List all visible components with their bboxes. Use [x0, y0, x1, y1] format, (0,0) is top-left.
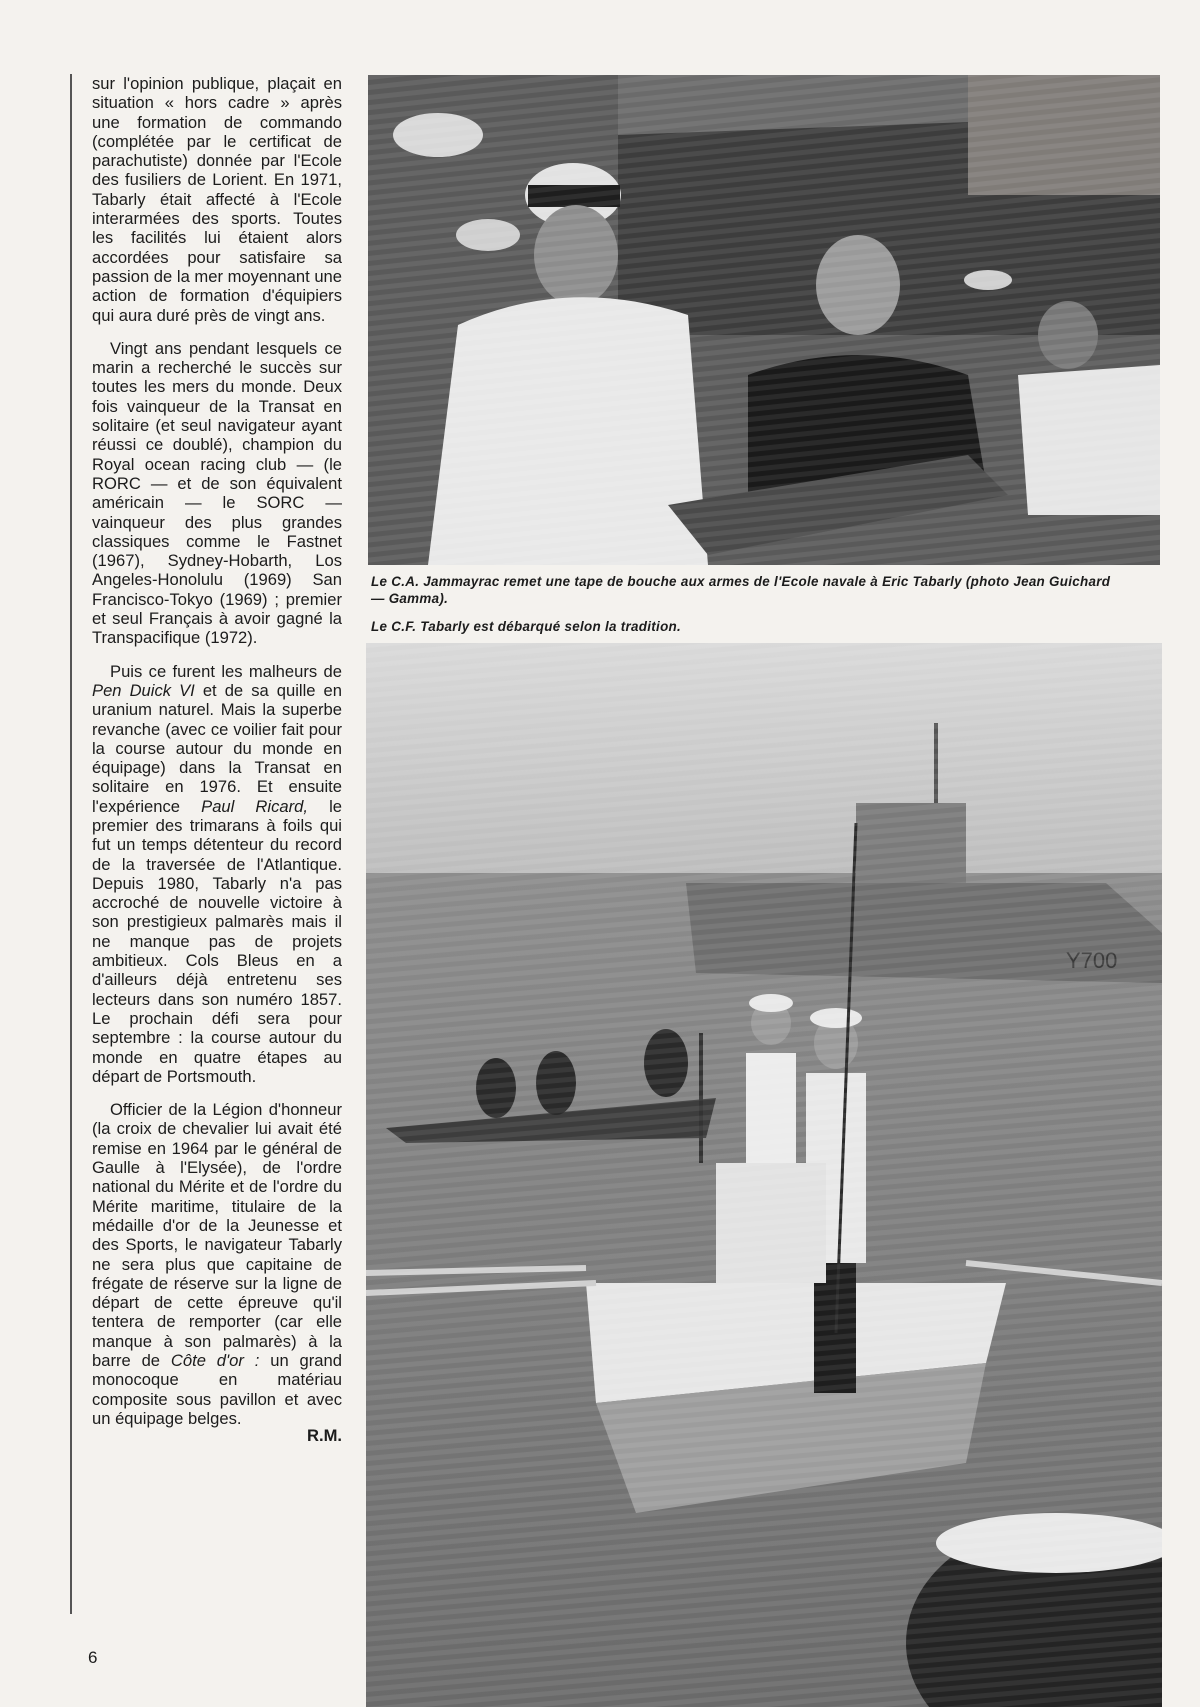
article-paragraph: [92, 74, 342, 325]
text-run: et de sa quille en uranium naturel. Mais la superbe revanche (avec ce voilier fait pour la course autour du monde en équipage) dans la Transat en solitaire en 1976. Et ensuite l'expérience: [92, 680, 343, 816]
article-column: [70, 74, 342, 1614]
boat-landing-photo: [366, 643, 1162, 1707]
page-number: 6: [88, 1648, 98, 1667]
text-run: un grand monocoque en matériau composite sous pavillon et avec un équipage belges.: [92, 1351, 342, 1428]
ceremony-photo: [368, 75, 1160, 565]
italic-title: Paul Ricard,: [201, 796, 308, 816]
italic-title: Pen Duick VI: [92, 680, 195, 700]
article-paragraph: [92, 339, 342, 648]
article-paragraph: [92, 662, 342, 1087]
text-run: Vingt ans pendant lesquels ce marin a recherché le succès sur toutes les mers du monde. Deux fois vainqueur de la Transat en solitaire (et seul navigateur ayant réussi ce doublé), champion du Royal ocean racing club — (le RORC — et de son équivalent américain — le SORC — vainqueur des plus grandes classiques comme le Fastnet (1967), Sydney-Hobarth, Los Angeles-Honolulu (1969) San Francisco-Tokyo (1969) ; premier et seul Français à avoir gagné la Transpacifique (1972).: [92, 338, 342, 648]
photo-caption-1: Le C.A. Jammayrac remet une tape de bouche aux armes de l'Ecole navale à Eric Tabarly (photo Jean Guichard — Gamma).: [371, 574, 1111, 606]
article-paragraph: [92, 1100, 342, 1445]
italic-title: Côte d'or :: [170, 1351, 260, 1370]
photo-caption-2: Le C.F. Tabarly est débarqué selon la tradition.: [371, 619, 682, 634]
text-run: Officier de la Légion d'honneur (la croix de chevalier lui avait été remise en 1964 par le général de Gaulle à l'Elysée), de l'ordre national du Mérite et de l'ordre du Mérite maritime, titulaire de la médaille d'or de la Jeunesse et des Sports, le navigateur Tabarly ne sera plus que capitaine de frégate de réserve sur la ligne de départ de cette épreuve qu'il tentera de remporter (car elle manque à son palmarès) à la barre de: [92, 1100, 342, 1370]
text-run: sur l'opinion publique, plaçait en situation « hors cadre » après une formation de commando (complétée par le certificat de parachutiste) donnée par l'Ecole des fusiliers de Lorient. En 1971, Tabarly était affecté à l'Ecole interarmées des sports. Toutes les facilités lui étaient alors accordées pour satisfaire sa passion de la mer moyennant une action de formation d'équipiers qui aura duré près de vingt ans.: [92, 74, 342, 325]
author-signature: R.M.: [306, 1426, 342, 1446]
text-run: Puis ce furent les malheurs de: [110, 661, 342, 681]
text-run: le premier des trimarans à foils qui fut un temps détenteur du record de la traversée de l'Atlantique. Depuis 1980, Tabarly n'a pas accroché de nouvelle victoire à son prestigieux palmarès mais il ne manque pas de projets ambitieux. Cols Bleus en a d'ailleurs déjà entretenu ses lecteurs dans son numéro 1857. Le prochain défi sera pour septembre : la course autour du monde en quatre étapes au départ de Portsmouth.: [92, 796, 342, 1086]
